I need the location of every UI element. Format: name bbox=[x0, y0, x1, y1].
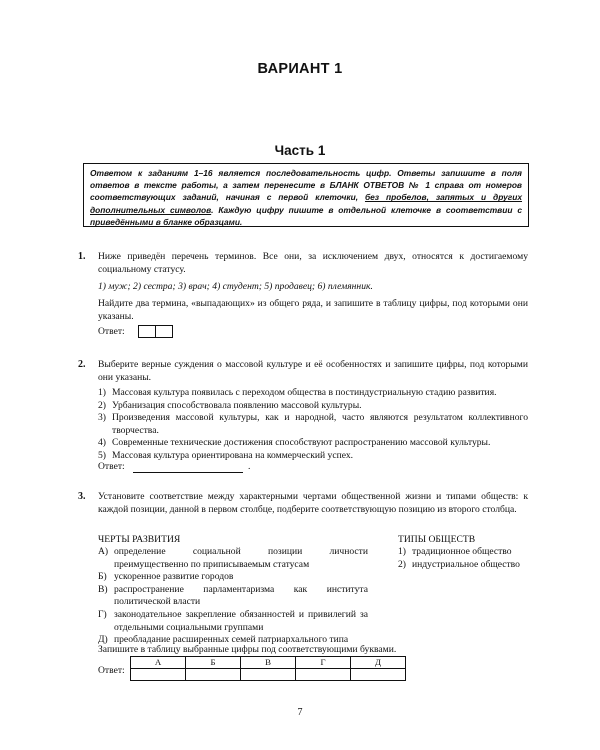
option-item bbox=[98, 412, 528, 437]
option-text: Массовая культура ориентирована на коммерческий успех. bbox=[112, 449, 354, 461]
feature-letter: В) bbox=[98, 583, 108, 595]
option-number: 5) bbox=[98, 449, 106, 461]
feature-item bbox=[98, 546, 368, 571]
option-text: Произведения массовой культуры, как и народной, часто являются результатом коллективного творчества. bbox=[112, 412, 528, 436]
feature-text: определение социальной позиции личности преимущественно по приписываемым статусам bbox=[114, 546, 368, 570]
answer-table-input-row bbox=[131, 669, 406, 681]
instruction-text: Ответом к заданиям 1–16 является последовательность цифр. Ответы запишите в поля ответов в тексте работы, а затем перенесите в БЛАНК ОТВЕТОВ № 1 справа от номеров соответствующих заданий, начиная с первой клеточки, bbox=[90, 168, 522, 203]
option-number: 2) bbox=[98, 399, 106, 411]
column-letter: Б bbox=[186, 657, 241, 669]
type-number: 1) bbox=[398, 546, 406, 557]
option-text: Урбанизация способствовала появлению массовой культуры. bbox=[112, 399, 362, 411]
types-list bbox=[398, 546, 538, 571]
task-instruction: Найдите два термина, «выпадающих» из общего ряда, и запишите в таблицу цифры, под которыми они указаны. bbox=[98, 298, 528, 322]
type-text: традиционное общество bbox=[412, 546, 512, 557]
option-number: 1) bbox=[98, 387, 106, 398]
feature-text: законодательное закрепление обязанностей и привилегий за отдельными социальными группами bbox=[114, 608, 368, 633]
answer-table bbox=[130, 656, 406, 681]
answer-cell[interactable] bbox=[138, 325, 156, 338]
answer-cell[interactable] bbox=[351, 669, 406, 681]
option-item bbox=[98, 400, 528, 413]
feature-letter: А) bbox=[98, 546, 109, 557]
instruction-underlined: без пробелов, запятых и других дополнительных символов bbox=[90, 192, 523, 215]
feature-text: преобладание расширенных семей патриархального типа bbox=[114, 634, 349, 646]
feature-letter: Г) bbox=[98, 608, 107, 620]
column-letter: Д bbox=[351, 657, 406, 669]
option-item bbox=[98, 450, 528, 463]
feature-item bbox=[98, 584, 368, 609]
feature-text: ускоренное развитие городов bbox=[114, 571, 234, 583]
task-number: 2. bbox=[78, 359, 86, 370]
column-letter: А bbox=[131, 657, 186, 669]
feature-text: распространение парламентаризма как института политической власти bbox=[114, 583, 368, 608]
task-question: Ниже приведён перечень терминов. Все они, за исключением двух, относятся к достигаемому социальному статусу. bbox=[98, 251, 528, 275]
type-text: индустриальное общество bbox=[412, 558, 520, 570]
feature-letter: Б) bbox=[98, 571, 107, 583]
feature-item bbox=[98, 571, 368, 584]
answer-label: Ответ: bbox=[98, 326, 125, 337]
options-list bbox=[98, 387, 528, 463]
feature-letter: Д) bbox=[98, 634, 108, 646]
answer-cell[interactable] bbox=[186, 669, 241, 681]
type-item bbox=[398, 559, 538, 572]
answer-line[interactable] bbox=[133, 472, 243, 473]
task-question: Установите соответствие между характерными чертами общественной жизни и типами обществ: к каждой позиции, данной в первом столбце, подберите соответствующую позицию из второго столбца. bbox=[98, 491, 528, 515]
answer-label: Ответ: bbox=[98, 665, 125, 676]
option-number: 4) bbox=[98, 437, 106, 449]
task-number: 3. bbox=[78, 491, 86, 502]
answer-tail: . bbox=[248, 461, 251, 472]
option-text: Современные технические достижения способствуют распространению массовой культуры. bbox=[112, 437, 491, 449]
task-number: 1. bbox=[78, 251, 86, 262]
answer-label: Ответ: bbox=[98, 461, 125, 472]
instruction-box bbox=[83, 163, 529, 227]
type-item bbox=[398, 546, 538, 559]
answer-table-header-row bbox=[131, 657, 406, 669]
answer-cell[interactable] bbox=[296, 669, 351, 681]
task-terms: 1) муж; 2) сестра; 3) врач; 4) студент; 5) продавец; 6) племянник. bbox=[98, 281, 373, 292]
column-letter: В bbox=[241, 657, 296, 669]
part-title: Часть 1 bbox=[274, 143, 326, 158]
column-letter: Г bbox=[296, 657, 351, 669]
table-instruction: Запишите в таблицу выбранные цифры под соответствующими буквами. bbox=[98, 644, 397, 655]
variant-title: ВАРИАНТ 1 bbox=[257, 61, 343, 77]
feature-item bbox=[98, 609, 368, 634]
answer-cell[interactable] bbox=[155, 325, 173, 338]
page-number: 7 bbox=[297, 707, 303, 718]
answer-cell[interactable] bbox=[131, 669, 186, 681]
task-question: Выберите верные суждения о массовой культуре и её особенностях и запишите цифры, под которыми они указаны. bbox=[98, 359, 528, 383]
type-number: 2) bbox=[398, 558, 406, 570]
types-header: ТИПЫ ОБЩЕСТВ bbox=[398, 534, 476, 545]
features-header: ЧЕРТЫ РАЗВИТИЯ bbox=[98, 534, 181, 545]
option-text: Массовая культура появилась с переходом общества в постиндустриальную стадию развития. bbox=[112, 387, 497, 398]
option-number: 3) bbox=[98, 412, 106, 424]
instruction-text-end: . Каждую цифру пишите в отдельной клеточке в соответствии с приведёнными в бланке образцами. bbox=[90, 204, 523, 227]
answer-cell[interactable] bbox=[241, 669, 296, 681]
option-item bbox=[98, 437, 528, 450]
option-item bbox=[98, 387, 528, 400]
features-list bbox=[98, 546, 368, 647]
